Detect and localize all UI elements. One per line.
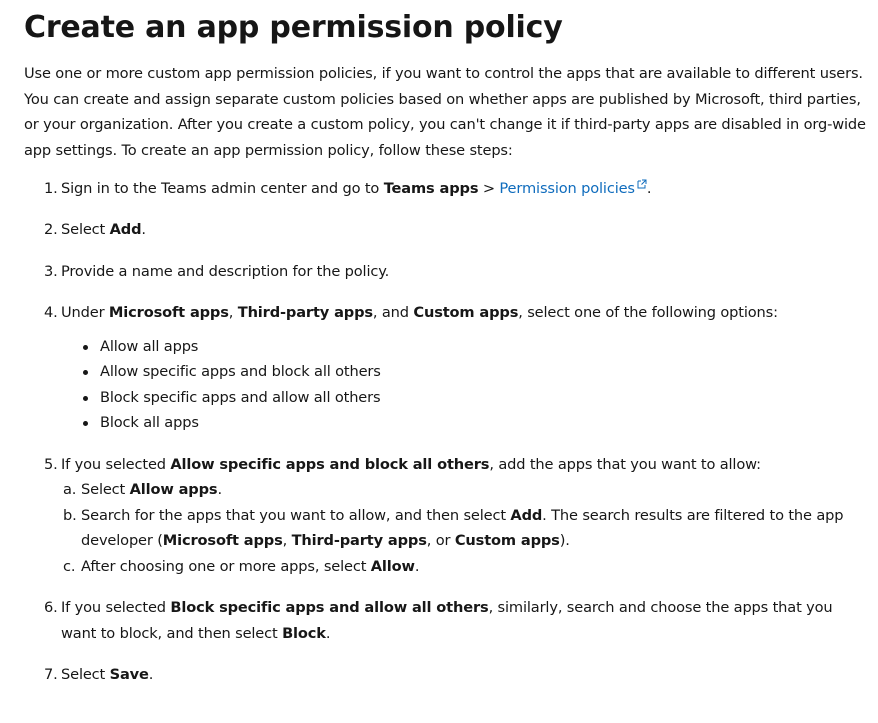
step-text: , or xyxy=(426,532,455,550)
step-text: Select xyxy=(61,221,110,239)
substep-a xyxy=(61,477,866,503)
external-link-icon xyxy=(637,179,647,189)
option-item: Allow specific apps and block all others xyxy=(61,359,866,385)
ui-term: Allow xyxy=(370,557,415,575)
punct: ). xyxy=(559,532,570,550)
step-2 xyxy=(24,217,866,243)
step-number: 3. xyxy=(44,262,58,280)
options-list xyxy=(61,334,866,436)
step-text: Under xyxy=(61,304,109,322)
page-title: Create an app permission policy xyxy=(24,10,563,45)
ui-term: Custom apps xyxy=(413,304,519,322)
step-text: , and xyxy=(372,304,414,322)
step-number: 4. xyxy=(44,304,58,322)
step-5 xyxy=(24,452,866,580)
separator: > xyxy=(478,179,500,197)
ui-term: Custom apps xyxy=(454,532,560,550)
ui-term: Microsoft apps xyxy=(108,304,229,322)
step-7 xyxy=(24,662,866,688)
ui-term: Teams apps xyxy=(383,179,479,197)
step-text: After choosing one or more apps, select xyxy=(81,557,371,575)
steps-list xyxy=(24,176,878,688)
ui-term: Add xyxy=(109,221,142,239)
ui-term: Block specific apps and allow all others xyxy=(170,599,489,617)
ui-term: Allow specific apps and block all others xyxy=(170,455,490,473)
punct: . xyxy=(325,624,331,642)
ui-term: Third-party apps xyxy=(291,532,427,550)
ui-term: Add xyxy=(510,506,543,524)
option-item: Allow all apps xyxy=(61,334,866,360)
step-text: . The search results are filtered to the app developer ( xyxy=(81,506,844,550)
punct: . xyxy=(141,221,146,239)
ui-term: Third-party apps xyxy=(237,304,373,322)
step-text: Select xyxy=(61,666,110,684)
punct: . xyxy=(414,557,420,575)
step-6 xyxy=(24,595,866,646)
ui-term: Microsoft apps xyxy=(162,532,283,550)
step-text: Search for the apps that you want to allow, and then select xyxy=(81,506,511,524)
intro-paragraph: Use one or more custom app permission policies, if you want to control the apps that are available to different users. You can create and assign separate custom policies based on whether apps are published by Microsoft, third parties, or your organization. After you create a custom policy, you can't change it if third-party apps are disabled in org-wide app settings. To create an app permission policy, follow these steps: xyxy=(24,65,866,160)
substeps-list xyxy=(61,477,866,579)
permission-policies-link[interactable] xyxy=(499,180,646,197)
step-text: Select xyxy=(81,481,130,499)
step-text: , xyxy=(282,532,292,550)
punct: . xyxy=(646,179,652,197)
substep-number: a. xyxy=(63,481,77,499)
step-number: 1. xyxy=(44,179,58,197)
step-number: 6. xyxy=(44,599,58,617)
link-text: Permission policies xyxy=(499,179,635,197)
option-item: Block all apps xyxy=(61,410,866,436)
step-text: Provide a name and description for the policy. xyxy=(61,262,390,280)
punct: . xyxy=(148,666,154,684)
step-text: , xyxy=(228,304,238,322)
step-text: Sign in to the Teams admin center and go to xyxy=(61,179,384,197)
punct: . xyxy=(217,481,222,499)
step-text: , similarly, search and choose the apps that you want to block, and then select xyxy=(61,599,833,642)
step-text: , select one of the following options: xyxy=(518,304,778,322)
substep-b xyxy=(61,503,866,554)
substep-c xyxy=(61,554,866,580)
step-3 xyxy=(24,259,866,285)
step-text: , add the apps that you want to allow: xyxy=(489,455,761,473)
step-4 xyxy=(24,300,866,436)
substep-number: b. xyxy=(63,506,77,524)
step-text: If you selected xyxy=(61,455,171,473)
option-item: Block specific apps and allow all others xyxy=(61,385,866,411)
substep-number: c. xyxy=(63,557,76,575)
ui-term: Save xyxy=(109,666,149,684)
step-number: 5. xyxy=(44,455,58,473)
step-text: If you selected xyxy=(61,599,171,617)
step-number: 7. xyxy=(44,666,58,684)
ui-term: Block xyxy=(282,624,326,642)
step-1 xyxy=(24,176,866,202)
ui-term: Allow apps xyxy=(129,481,218,499)
step-number: 2. xyxy=(44,221,58,239)
